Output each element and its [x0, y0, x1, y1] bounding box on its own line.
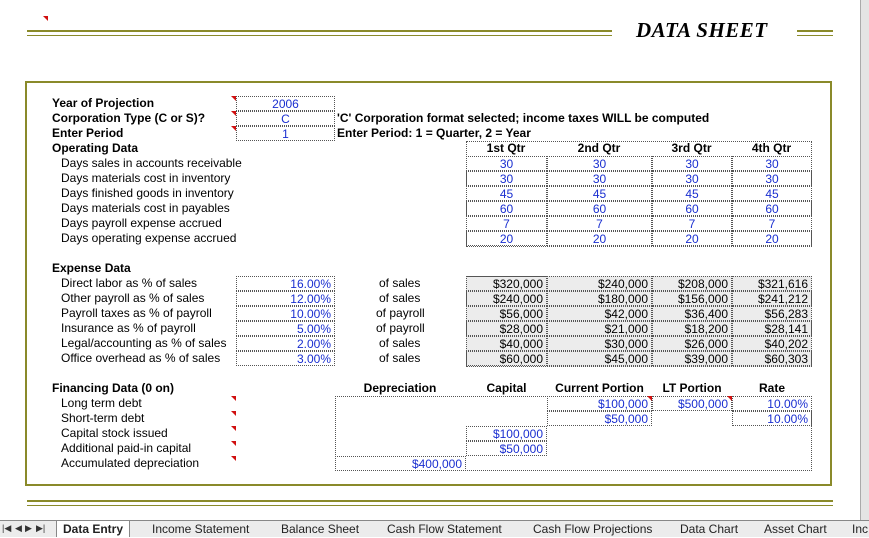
financing-row-label: Additional paid-in capital: [61, 441, 192, 455]
period-input[interactable]: 1: [236, 126, 335, 141]
first-sheet-icon[interactable]: |◀: [2, 523, 12, 533]
expense-cell: $42,000: [547, 306, 652, 321]
expense-cell: $208,000: [652, 276, 732, 291]
financing-heading: Financing Data (0 on): [52, 381, 175, 395]
std-rate-input[interactable]: 10.00%: [732, 411, 812, 426]
corp-type-note: 'C' Corporation format selected; income taxes WILL be computed: [337, 111, 710, 125]
corp-type-label: Corporation Type (C or S)?: [52, 111, 206, 125]
expense-basis: of sales: [379, 336, 421, 350]
sheet-tab-bar: [0, 520, 869, 537]
year-input[interactable]: 2006: [236, 96, 335, 111]
operating-cell[interactable]: 7: [652, 216, 732, 231]
comment-marker[interactable]: [231, 441, 236, 446]
expense-basis: of payroll: [376, 306, 425, 320]
expense-cell: $241,212: [732, 291, 812, 306]
period-label: Enter Period: [52, 126, 124, 140]
operating-row-label: Days finished goods in inventory: [61, 186, 234, 200]
expense-cell: $156,000: [652, 291, 732, 306]
last-sheet-icon[interactable]: ▶|: [36, 523, 46, 533]
year-label: Year of Projection: [52, 96, 155, 110]
operating-cell[interactable]: 30: [732, 156, 812, 171]
tab-data-entry[interactable]: Data Entry: [56, 521, 130, 537]
expense-cell: $21,000: [547, 321, 652, 336]
expense-cell: $30,000: [547, 336, 652, 351]
expense-pct-input[interactable]: 12.00%: [236, 291, 335, 306]
operating-cell[interactable]: 30: [652, 171, 732, 186]
operating-row-label: Days sales in accounts receivable: [61, 156, 242, 170]
operating-row-label: Days materials cost in inventory: [61, 171, 231, 185]
apic-capital-input[interactable]: $50,000: [466, 441, 547, 456]
expense-pct-input[interactable]: 5.00%: [236, 321, 335, 336]
tab-inc[interactable]: Inc: [852, 522, 869, 536]
std-current-input[interactable]: $50,000: [547, 411, 652, 426]
operating-cell[interactable]: 20: [732, 231, 812, 246]
col-current-header: Current Portion: [555, 381, 644, 395]
corp-type-input[interactable]: C: [236, 111, 335, 126]
expense-row-label: Payroll taxes as % of payroll: [61, 306, 212, 320]
expense-heading: Expense Data: [52, 261, 131, 275]
header-rule-left: [27, 30, 612, 32]
operating-cell[interactable]: 45: [732, 186, 812, 201]
tab-balance-sheet[interactable]: Balance Sheet: [281, 522, 360, 536]
operating-row-label: Days payroll expense accrued: [61, 216, 222, 230]
accum-depreciation-input[interactable]: $400,000: [335, 456, 466, 471]
financing-row-label: Long term debt: [61, 396, 142, 410]
expense-cell: $56,000: [466, 306, 547, 321]
expense-cell: $45,000: [547, 351, 652, 366]
expense-cell: $60,303: [732, 351, 812, 366]
expense-basis: of sales: [379, 291, 421, 305]
expense-basis: of payroll: [376, 321, 425, 335]
comment-marker[interactable]: [231, 456, 236, 461]
quarter-header: 3rd Qtr: [671, 141, 712, 155]
operating-cell[interactable]: 7: [732, 216, 812, 231]
operating-cell[interactable]: 45: [652, 186, 732, 201]
operating-cell[interactable]: 30: [466, 171, 547, 186]
ltd-rate-input[interactable]: 10.00%: [732, 396, 812, 411]
tab-data-chart[interactable]: Data Chart: [680, 522, 739, 536]
operating-cell[interactable]: 60: [652, 201, 732, 216]
prev-sheet-icon[interactable]: ◀: [15, 523, 22, 533]
col-depreciation-header: Depreciation: [363, 381, 437, 395]
expense-row-label: Other payroll as % of sales: [61, 291, 205, 305]
header-rule-right: [797, 30, 833, 32]
expense-basis: of sales: [379, 351, 421, 365]
comment-marker[interactable]: [231, 411, 236, 416]
operating-cell[interactable]: 45: [466, 186, 547, 201]
expense-cell: $39,000: [652, 351, 732, 366]
tab-income-statement[interactable]: Income Statement: [152, 522, 250, 536]
financing-row-label: Short-term debt: [61, 411, 145, 425]
expense-row-label: Insurance as % of payroll: [61, 321, 196, 335]
tab-asset-chart[interactable]: Asset Chart: [764, 522, 827, 536]
operating-cell[interactable]: 20: [547, 231, 652, 246]
expense-cell: $180,000: [547, 291, 652, 306]
expense-cell: $28,000: [466, 321, 547, 336]
expense-cell: $320,000: [466, 276, 547, 291]
expense-cell: $240,000: [466, 291, 547, 306]
quarter-header: 2nd Qtr: [577, 141, 621, 155]
expense-pct-input[interactable]: 2.00%: [236, 336, 335, 351]
col-capital-header: Capital: [486, 381, 527, 395]
expense-pct-input[interactable]: 16.00%: [236, 276, 335, 291]
operating-row-label: Days operating expense accrued: [61, 231, 237, 245]
expense-row-label: Direct labor as % of sales: [61, 276, 198, 290]
header-rule-right-thin: [797, 35, 833, 36]
expense-cell: $56,283: [732, 306, 812, 321]
header-rule-left-thin: [27, 35, 612, 36]
operating-cell[interactable]: 30: [547, 171, 652, 186]
expense-cell: $28,141: [732, 321, 812, 336]
quarter-header: 1st Qtr: [486, 141, 526, 155]
col-lt-header: LT Portion: [662, 381, 722, 395]
expense-cell: $26,000: [652, 336, 732, 351]
period-note: Enter Period: 1 = Quarter, 2 = Year: [337, 126, 531, 140]
operating-heading: Operating Data: [52, 141, 139, 155]
expense-cell: $40,000: [466, 336, 547, 351]
operating-cell[interactable]: 45: [547, 186, 652, 201]
operating-cell[interactable]: 60: [547, 201, 652, 216]
expense-basis: of sales: [379, 276, 421, 290]
operating-cell[interactable]: 30: [652, 156, 732, 171]
expense-row-label: Legal/accounting as % of sales: [61, 336, 227, 350]
expense-pct-input[interactable]: 10.00%: [236, 306, 335, 321]
comment-marker[interactable]: [43, 16, 48, 21]
operating-cell[interactable]: 30: [732, 171, 812, 186]
tab-cash-flow-statement[interactable]: Cash Flow Statement: [387, 522, 502, 536]
operating-cell[interactable]: 30: [466, 156, 547, 171]
stock-capital-input[interactable]: $100,000: [466, 426, 547, 441]
expense-cell: $321,616: [732, 276, 812, 291]
financing-row-label: Capital stock issued: [61, 426, 168, 440]
footer-rule: [27, 500, 833, 502]
operating-cell[interactable]: 7: [547, 216, 652, 231]
operating-cell[interactable]: 60: [466, 201, 547, 216]
expense-cell: $240,000: [547, 276, 652, 291]
expense-cell: $40,202: [732, 336, 812, 351]
comment-marker[interactable]: [231, 426, 236, 431]
expense-cell: $60,000: [466, 351, 547, 366]
ltd-current-input[interactable]: $100,000: [547, 396, 652, 411]
comment-marker[interactable]: [231, 396, 236, 401]
expense-cell: $36,400: [652, 306, 732, 321]
footer-rule-thin: [27, 505, 833, 506]
operating-row-label: Days materials cost in payables: [61, 201, 230, 215]
expense-row-label: Office overhead as % of sales: [61, 351, 221, 365]
page-title: DATA SHEET: [636, 18, 768, 42]
operating-cell[interactable]: 20: [466, 231, 547, 246]
quarter-header: 4th Qtr: [751, 141, 792, 155]
next-sheet-icon[interactable]: ▶: [25, 523, 32, 533]
operating-cell[interactable]: 20: [652, 231, 732, 246]
expense-cell: $18,200: [652, 321, 732, 336]
operating-cell[interactable]: 60: [732, 201, 812, 216]
ltd-lt-input[interactable]: $500,000: [652, 396, 732, 411]
expense-pct-input[interactable]: 3.00%: [236, 351, 335, 366]
operating-cell[interactable]: 7: [466, 216, 547, 231]
tab-cash-flow-projections[interactable]: Cash Flow Projections: [533, 522, 653, 536]
vertical-scrollbar[interactable]: [860, 0, 869, 520]
operating-cell[interactable]: 30: [547, 156, 652, 171]
financing-row-label: Accumulated depreciation: [61, 456, 200, 470]
col-rate-header: Rate: [758, 381, 785, 395]
